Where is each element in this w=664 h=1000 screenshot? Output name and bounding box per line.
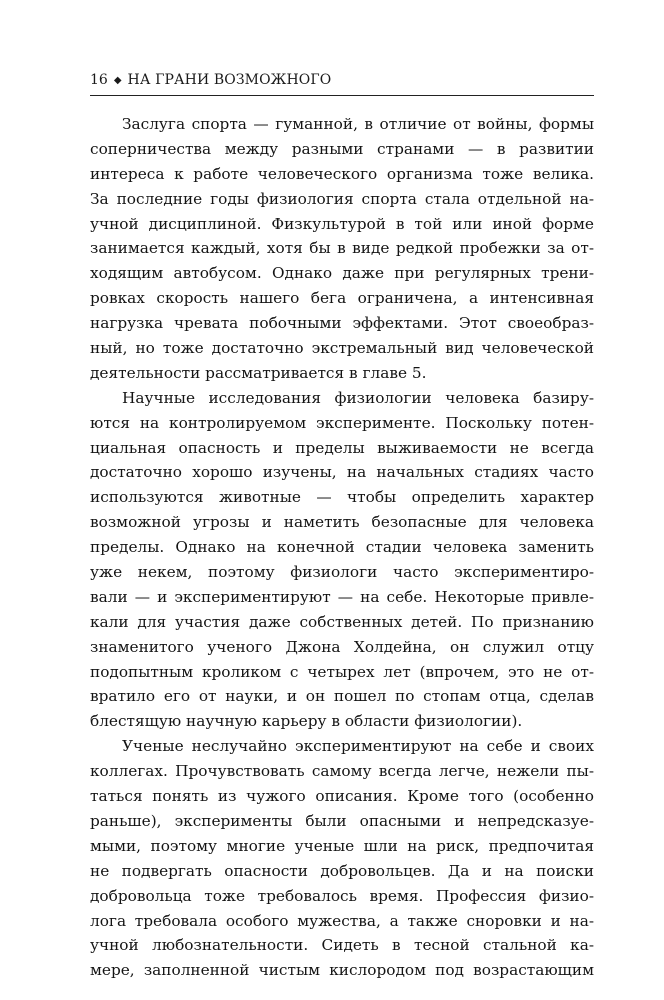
text-line: добровольца тоже требовалось время. Профессия физио-	[90, 886, 594, 905]
text-line: пределы. Однако на конечной стадии человека заменить	[90, 538, 594, 557]
body-text	[90, 112, 594, 983]
text-line: вратило его от науки, и он пошел по стопам отца, сделав	[90, 687, 594, 706]
diamond-icon: ◆	[113, 75, 122, 86]
text-line: занимается каждый, хотя бы в виде редкой пробежки за от-	[90, 239, 594, 258]
paragraph	[90, 734, 594, 983]
text-line: не подвергать опасности добровольцев. Да и на поиски	[90, 861, 594, 880]
text-line: Ученые неслучайно экспериментируют на себе и своих	[122, 737, 594, 756]
text-line: подопытным кроликом с четырех лет (впрочем, это не от-	[90, 662, 594, 681]
text-line: деятельности рассматривается в главе 5.	[90, 363, 427, 382]
running-title: НА ГРАНИ ВОЗМОЖНОГО	[127, 72, 332, 88]
text-line: ный, но тоже достаточно экстремальный вид человеческой	[90, 339, 594, 358]
text-line: вали — и экспериментируют — на себе. Некоторые привле-	[90, 587, 594, 606]
text-line: достаточно хорошо изучены, на начальных стадиях часто	[90, 463, 594, 482]
running-head	[90, 71, 594, 96]
text-line: ходящим автобусом. Однако даже при регулярных трени-	[90, 264, 594, 283]
text-line: Научные исследования физиологии человека базиру-	[122, 388, 594, 407]
paragraph	[90, 386, 594, 734]
text-line: ровках скорость нашего бега ограничена, а интенсивная	[90, 289, 594, 308]
text-line: раньше), эксперименты были опасными и непредсказуе-	[90, 811, 594, 830]
text-line: соперничества между разными странами — в развитии	[90, 139, 594, 158]
text-line: нагрузка чревата побочными эффектами. Этот своеобраз-	[90, 314, 594, 333]
paragraph	[90, 112, 594, 386]
text-line: учной любознательности. Сидеть в тесной стальной ка-	[90, 936, 594, 955]
text-line: коллегах. Прочувствовать самому всегда легче, нежели пы-	[90, 762, 594, 781]
text-line: лога требовала особого мужества, а также сноровки и на-	[90, 911, 594, 930]
text-line: блестящую научную карьеру в области физиологии).	[90, 712, 523, 731]
text-line: уже некем, поэтому физиологи часто экспериментиро-	[90, 563, 594, 582]
text-line: знаменитого ученого Джона Холдейна, он служил отцу	[90, 637, 594, 656]
text-line: интереса к работе человеческого организма тоже велика.	[90, 164, 594, 183]
text-line: учной дисциплиной. Физкультурой в той или иной форме	[90, 214, 594, 233]
text-line: мыми, поэтому многие ученые шли на риск, предпочитая	[90, 836, 594, 855]
text-line: используются животные — чтобы определить характер	[90, 488, 594, 507]
text-line: циальная опасность и пределы выживаемости не всегда	[90, 438, 594, 457]
text-line: мере, заполненной чистым кислородом под возрастающим	[90, 961, 594, 980]
text-line: возможной угрозы и наметить безопасные для человека	[90, 513, 594, 532]
text-line: кали для участия даже собственных детей. По признанию	[90, 612, 594, 631]
text-line: Заслуга спорта — гуманной, в отличие от войны, формы	[122, 115, 594, 133]
page-number: 16	[90, 72, 108, 88]
text-line: ются на контролируемом эксперименте. Поскольку потен-	[90, 413, 594, 432]
text-line: За последние годы физиология спорта стала отдельной на-	[90, 189, 594, 208]
text-line: таться понять из чужого описания. Кроме того (особенно	[90, 787, 594, 806]
